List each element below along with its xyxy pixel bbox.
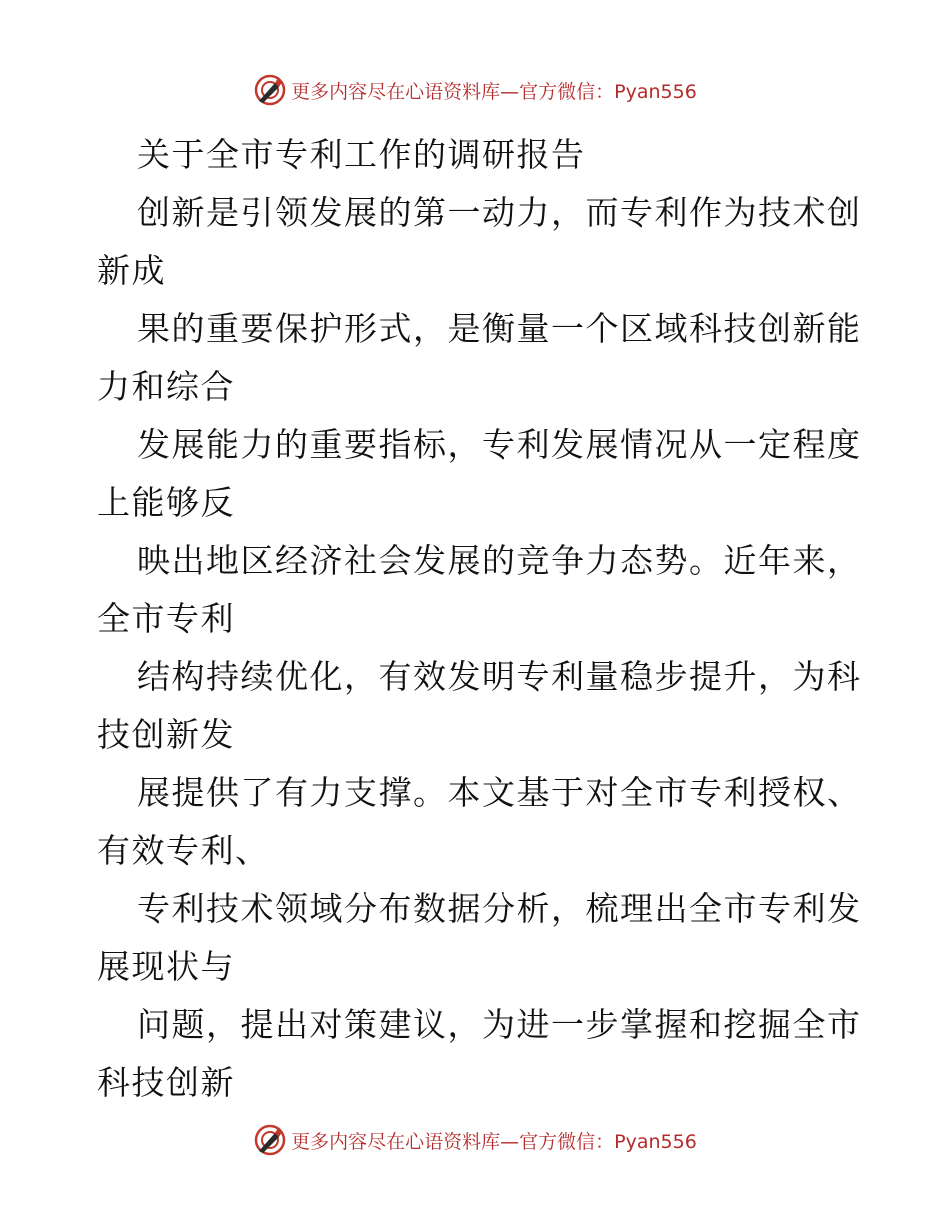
paragraph-line: 问题，提出对策建议，为进一步掌握和挖掘全市 (137, 1005, 862, 1044)
paragraph-line: 科技创新 (97, 1063, 235, 1102)
banner-wechat-id: Pyan556 (614, 1130, 697, 1153)
banner-text (291, 1127, 697, 1154)
paragraph-line: 创新是引领发展的第一动力，而专利作为技术创 (137, 193, 862, 232)
paragraph-line: 果的重要保护形式，是衡量一个区域科技创新能 (137, 309, 862, 348)
paragraph-line: 上能够反 (97, 483, 235, 522)
paragraph-line: 发展能力的重要指标，专利发展情况从一定程度 (137, 425, 862, 464)
paragraph-line: 全市专利 (97, 599, 235, 638)
pen-logo-icon (253, 73, 287, 107)
paragraph-line: 力和综合 (97, 367, 235, 406)
pen-logo-icon (253, 1123, 287, 1157)
paragraph-line: 新成 (97, 251, 166, 290)
document-title: 关于全市专利工作的调研报告 (137, 135, 586, 174)
paragraph-line: 展提供了有力支撑。本文基于对全市专利授权、 (137, 773, 862, 812)
paragraph-line: 展现状与 (97, 947, 235, 986)
document-body (97, 126, 862, 1112)
header-watermark-banner (0, 70, 950, 110)
footer-watermark-banner (0, 1120, 950, 1160)
paragraph-line: 结构持续优化，有效发明专利量稳步提升，为科 (137, 657, 862, 696)
paragraph-line: 技创新发 (97, 715, 235, 754)
banner-slogan: 更多内容尽在心语资料库—官方微信： (291, 1130, 615, 1153)
paragraph-line: 有效专利、 (97, 831, 270, 870)
banner-text (291, 77, 697, 104)
banner-wechat-id: Pyan556 (614, 80, 697, 103)
paragraph-line: 映出地区经济社会发展的竞争力态势。近年来， (137, 541, 862, 580)
paragraph-line: 专利技术领域分布数据分析，梳理出全市专利发 (137, 889, 862, 928)
banner-slogan: 更多内容尽在心语资料库—官方微信： (291, 80, 615, 103)
